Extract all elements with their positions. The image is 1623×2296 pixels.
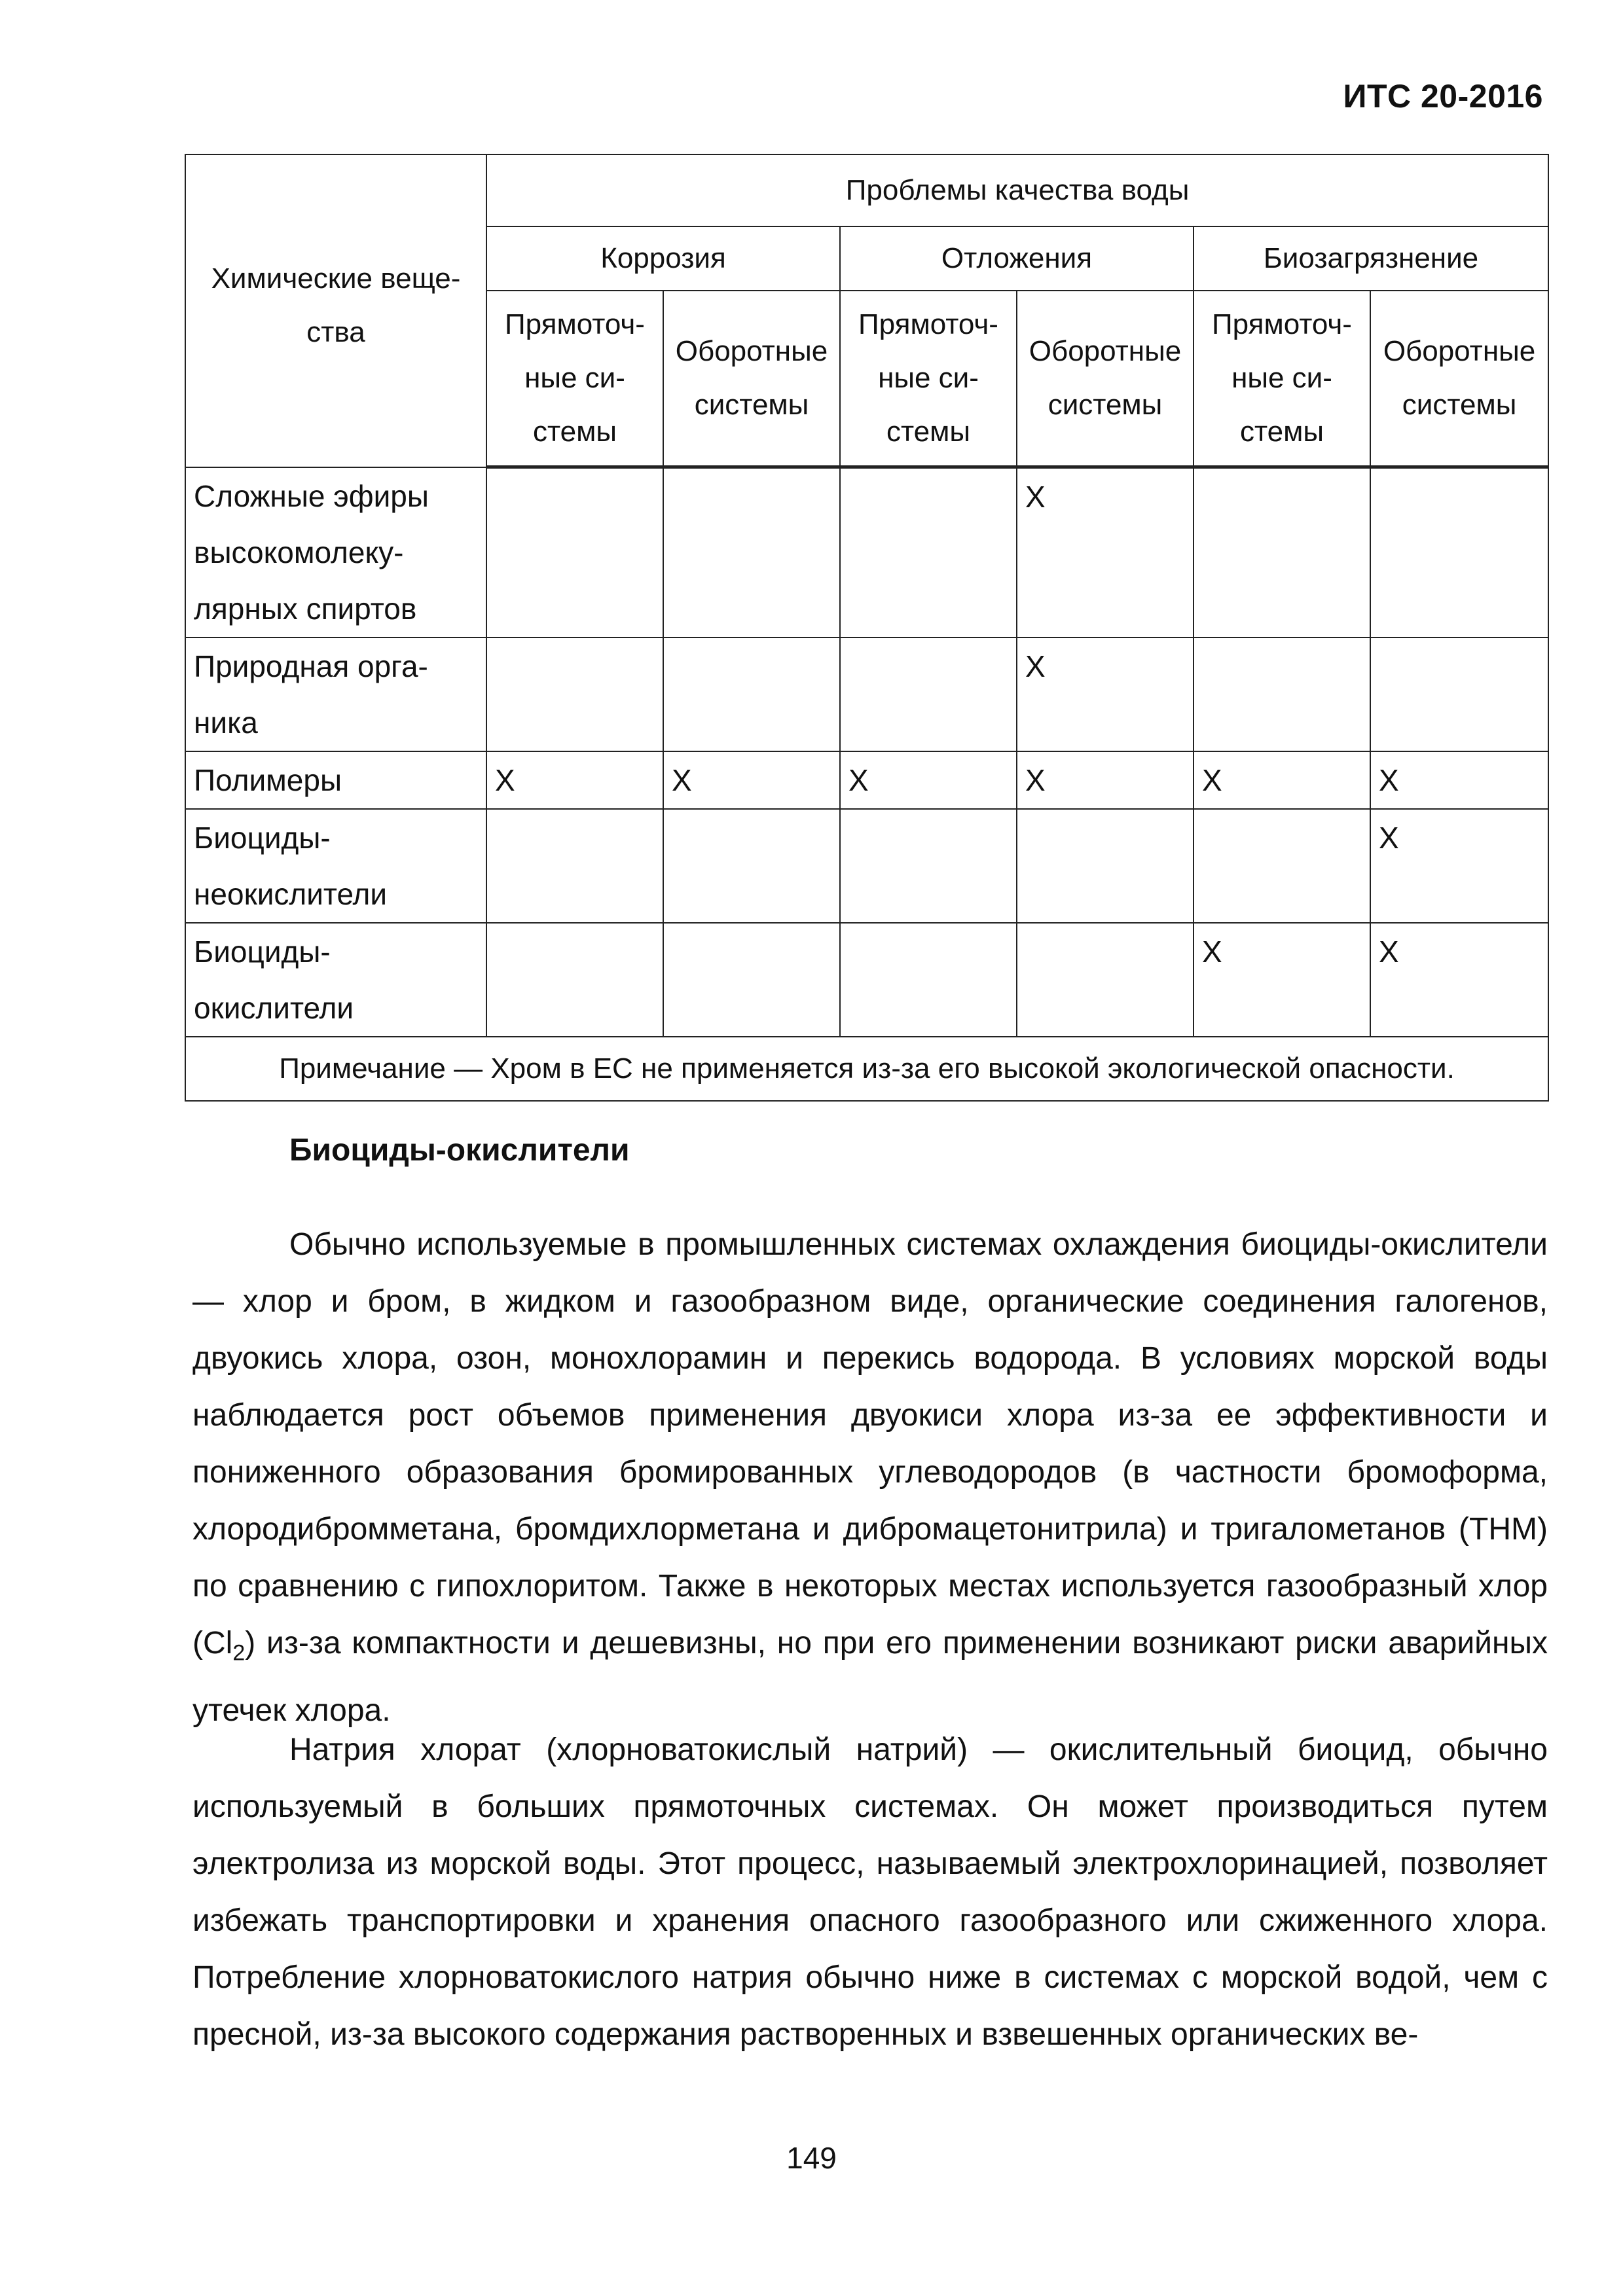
subheader-once-through: Прямоточ- ные си- стемы bbox=[486, 291, 663, 467]
cell-mark bbox=[1370, 637, 1548, 751]
cell-mark: X bbox=[663, 751, 840, 809]
table-row bbox=[185, 467, 1548, 637]
row-label: Природная орга- ника bbox=[185, 637, 486, 751]
cell-mark bbox=[1194, 809, 1370, 923]
document-code: ИТС 20-2016 bbox=[1343, 78, 1543, 115]
paragraph bbox=[192, 1216, 1548, 1739]
cell-mark: X bbox=[486, 751, 663, 809]
table-row bbox=[185, 751, 1548, 809]
row-label: Сложные эфиры высокомолеку- лярных спиртов bbox=[185, 467, 486, 637]
row-label: Полимеры bbox=[185, 751, 486, 809]
cell-mark bbox=[1194, 467, 1370, 637]
row-label: Биоциды- окислители bbox=[185, 923, 486, 1037]
cell-mark bbox=[840, 923, 1017, 1037]
subheader-once-through: Прямоточ- ные си- стемы bbox=[840, 291, 1017, 467]
cell-mark bbox=[663, 809, 840, 923]
cell-mark: X bbox=[1017, 467, 1194, 637]
cell-mark bbox=[486, 637, 663, 751]
cell-mark: X bbox=[1194, 923, 1370, 1037]
cell-mark: X bbox=[1017, 637, 1194, 751]
cell-mark bbox=[1017, 809, 1194, 923]
header-water-quality-problems: Проблемы качества воды bbox=[486, 154, 1548, 226]
cell-mark bbox=[1017, 923, 1194, 1037]
paragraph-text: Обычно используемые в промышленных системах охлаждения биоциды-окислители — хлор и бром, в жидком и газообразном виде, органические соединения галогенов, двуокись хлора, озон, монохлорамин и перекись водорода. В условиях морской воды наблюдается рост объемов применения двуокиси хлора из-за ее эффективности и пониженного образования бромированных углеводородов (в частности бромоформа, хлородибромметана, бромдихлорметана и дибромацетонитрила) и тригалометанов (ТНМ) по сравнению с гипохлоритом. Также в некоторых местах используется газообразный хлор (Cl bbox=[192, 1227, 1548, 1660]
chlorine-subscript: 2 bbox=[232, 1640, 246, 1666]
cell-mark bbox=[663, 467, 840, 637]
subheader-recirculating: Оборотные системы bbox=[663, 291, 840, 467]
cell-mark bbox=[1194, 637, 1370, 751]
section-title: Биоциды-окислители bbox=[289, 1133, 630, 1168]
cell-mark bbox=[486, 809, 663, 923]
page-number: 149 bbox=[786, 2141, 837, 2175]
subheader-recirculating: Оборотные системы bbox=[1017, 291, 1194, 467]
row-label: Биоциды- неокислители bbox=[185, 809, 486, 923]
paragraph-text: ) из-за компактности и дешевизны, но при его применении возникают риски аварийных утечек хлора. bbox=[192, 1626, 1548, 1728]
cell-mark bbox=[1370, 467, 1548, 637]
header-deposits: Отложения bbox=[840, 226, 1194, 291]
cell-mark: X bbox=[840, 751, 1017, 809]
cell-mark bbox=[486, 923, 663, 1037]
cell-mark bbox=[663, 923, 840, 1037]
table-row bbox=[185, 637, 1548, 751]
header-chemicals-label: Химические веще- ства bbox=[211, 262, 461, 348]
header-biofouling: Биозагрязнение bbox=[1194, 226, 1548, 291]
paragraph: Натрия хлорат (хлорноватокислый натрий) — окислительный биоцид, обычно используемый в больших прямоточных системах. Он может производиться путем электролиза из морской воды. Этот процесс, называемый электрохлоринацией, позволяет избежать транспортировки и хранения опасного газообразного или сжиженного хлора. Потребление хлорноватокислого натрия обычно ниже в системах с морской водой, чем с пресной, из-за высокого содержания растворенных и взвешенных органических ве- bbox=[192, 1732, 1548, 2052]
table-note: Примечание — Хром в ЕС не применяется из-за его высокой экологической опасности. bbox=[185, 1037, 1548, 1101]
cell-mark: X bbox=[1370, 751, 1548, 809]
water-quality-table bbox=[185, 154, 1549, 1102]
table-row bbox=[185, 809, 1548, 923]
cell-mark bbox=[840, 637, 1017, 751]
header-corrosion: Коррозия bbox=[486, 226, 840, 291]
table-row bbox=[185, 923, 1548, 1037]
cell-mark: X bbox=[1017, 751, 1194, 809]
cell-mark bbox=[840, 809, 1017, 923]
header-chemicals bbox=[185, 154, 486, 467]
cell-mark: X bbox=[1370, 809, 1548, 923]
cell-mark: X bbox=[1370, 923, 1548, 1037]
cell-mark bbox=[663, 637, 840, 751]
cell-mark bbox=[486, 467, 663, 637]
subheader-recirculating: Оборотные системы bbox=[1370, 291, 1548, 467]
cell-mark bbox=[840, 467, 1017, 637]
cell-mark: X bbox=[1194, 751, 1370, 809]
subheader-once-through: Прямоточ- ные си- стемы bbox=[1194, 291, 1370, 467]
